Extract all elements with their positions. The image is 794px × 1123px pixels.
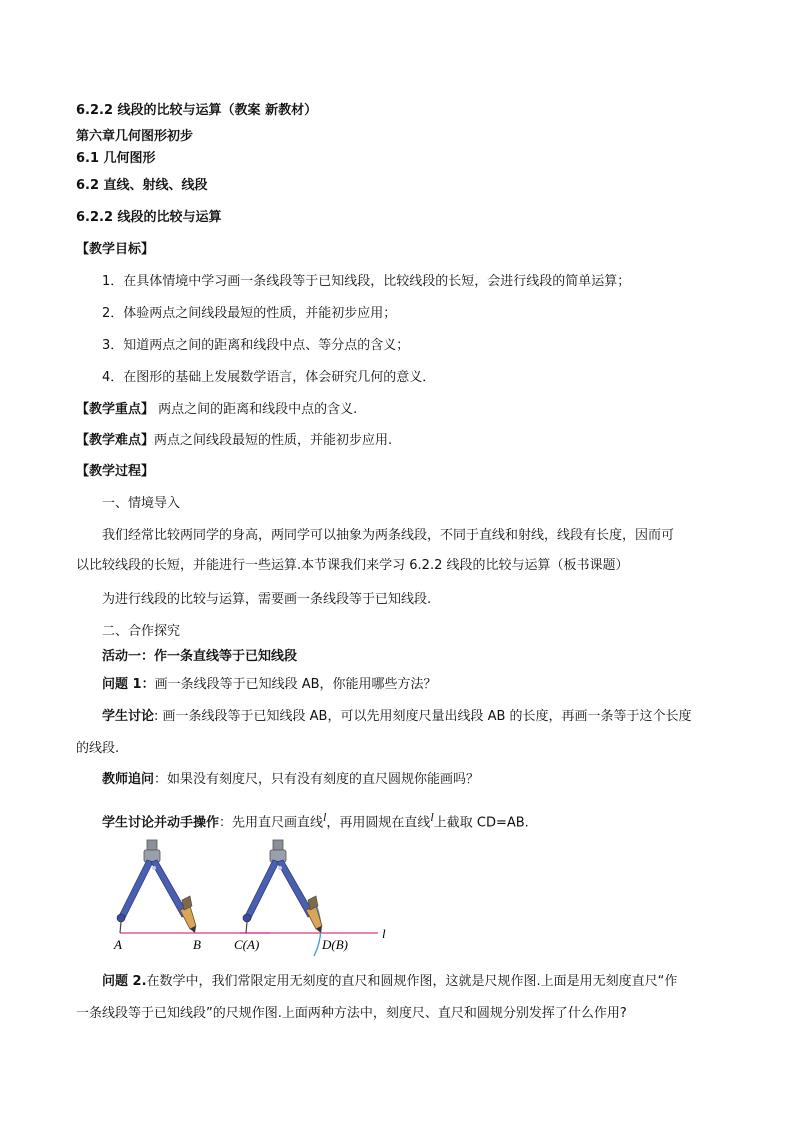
question-2-label: 问题 2. bbox=[102, 974, 147, 989]
compass-right-icon bbox=[234, 840, 386, 956]
teacher-question-label: 教师追问 bbox=[102, 772, 155, 787]
part1-paragraph-2: 为进行线段的比较与运算，需要画一条线段等于已知线段. bbox=[102, 592, 432, 607]
student-discussion-2-part-a: ：先用直尺画直线 bbox=[219, 815, 324, 831]
question-2-line-1 bbox=[102, 973, 677, 991]
label-d-b: D(B) bbox=[322, 937, 348, 952]
compass-left-icon bbox=[113, 840, 270, 952]
objective-item-3: 3．知道两点之间的距离和线段中点、等分点的含义； bbox=[102, 338, 410, 353]
question-2-text: 在数学中，我们常限定用无刻度的直尺和圆规作图，这就是尺规作图.上面是用无刻度直尺“作 bbox=[146, 974, 678, 989]
section-title-2: 6.2 直线、射线、线段 bbox=[76, 178, 208, 193]
line-symbol-l-1: l bbox=[323, 810, 327, 824]
difficulty bbox=[76, 432, 392, 450]
student-discussion-2-part-b: ，再用圆规在直线 bbox=[326, 815, 431, 831]
objectives-heading: 【教学目标】 bbox=[76, 242, 155, 257]
objective-item-1: 1．在具体情境中学习画一条线段等于已知线段，比较线段的长短，会进行线段的简单运算； bbox=[102, 274, 631, 289]
key-point bbox=[76, 401, 357, 419]
student-discussion-1-text: : 画一条线段等于已知线段 AB，可以先用刻度尺量出线段 AB 的长度，再画一条等于这个长度 bbox=[154, 709, 692, 724]
objective-item-2: 2．体验两点之间线段最短的性质，并能初步应用； bbox=[102, 306, 397, 321]
question-1-text: 画一条线段等于已知线段 AB，你能用哪些方法？ bbox=[154, 677, 437, 692]
label-l: l bbox=[382, 926, 386, 941]
student-discussion-1-label: 学生讨论 bbox=[102, 709, 155, 724]
chapter-title: 第六章几何图形初步 bbox=[76, 129, 194, 144]
doc-title: 6.2.2 线段的比较与运算（教案 新教材） bbox=[76, 103, 318, 118]
difficulty-label: 【教学难点】 bbox=[76, 433, 155, 448]
question-2-line-2: 一条线段等于已知线段”的尺规作图.上面两种方法中，刻度尺、直尺和圆规分别发挥了什么作用? bbox=[76, 1006, 627, 1021]
label-a: A bbox=[114, 937, 122, 952]
part1-paragraph-line-2: 以比较线段的长短，并能进行一些运算.本节课我们来学习 6.2.2 线段的比较与运算（板书课题） bbox=[76, 558, 629, 573]
part1-title: 一、情境导入 bbox=[102, 496, 181, 511]
student-discussion-2 bbox=[102, 808, 529, 832]
teacher-question-text: ：如果没有刻度尺，只有没有刻度的直尺圆规你能画吗？ bbox=[154, 772, 480, 787]
difficulty-text: 两点之间线段最短的性质，并能初步应用. bbox=[154, 433, 393, 448]
objective-item-4: 4．在图形的基础上发展数学语言，体会研究几何的意义． bbox=[102, 370, 436, 385]
section-title-1: 6.1 几何图形 bbox=[76, 151, 156, 166]
section-title-3: 6.2.2 线段的比较与运算 bbox=[76, 210, 222, 225]
question-1 bbox=[102, 676, 437, 694]
student-discussion-1-line-2: 的线段. bbox=[76, 741, 120, 756]
student-discussion-2-label: 学生讨论并动手操作 bbox=[102, 815, 220, 831]
key-point-text: 两点之间的距离和线段中点的含义. bbox=[154, 402, 358, 417]
line-symbol-l-2: l bbox=[430, 810, 434, 824]
label-b: B bbox=[193, 937, 201, 952]
question-1-label: 问题 1： bbox=[102, 677, 155, 692]
part2-title: 二、合作探究 bbox=[102, 624, 181, 639]
student-discussion-1-line-1 bbox=[102, 708, 692, 726]
part1-paragraph-line-1: 我们经常比较两同学的身高，两同学可以抽象为两条线段，不同于直线和射线，线段有长度，因而可 bbox=[102, 528, 675, 543]
compass-construction-figure bbox=[100, 838, 400, 956]
key-point-label: 【教学重点】 bbox=[76, 402, 155, 417]
student-discussion-2-part-c: 上截取 CD=AB. bbox=[433, 815, 529, 831]
activity-1-title: 活动一：作一条直线等于已知线段 bbox=[102, 649, 298, 664]
teacher-question bbox=[102, 771, 479, 789]
label-c-a: C(A) bbox=[234, 937, 260, 952]
process-heading: 【教学过程】 bbox=[76, 464, 155, 479]
